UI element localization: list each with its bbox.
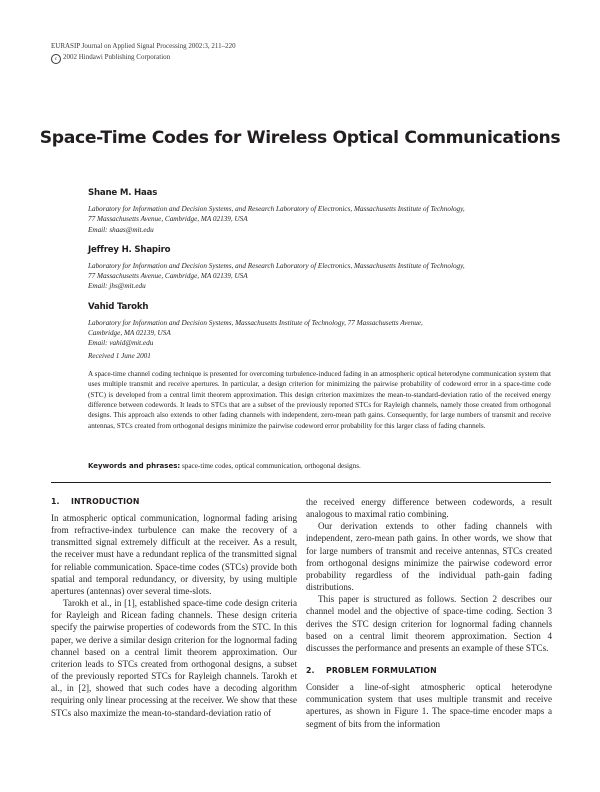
paragraph: Consider a line-of-sight atmospheric optical heterodyne communication system that uses multiple transmit and receive apertures, as shown in Figure 1. The space-time encoder maps a segment of bits from the information bbox=[306, 682, 552, 729]
keywords-label: Keywords and phrases: bbox=[88, 462, 181, 470]
journal-citation: EURASIP Journal on Applied Signal Processing 2002:3, 211–220 bbox=[51, 42, 236, 50]
copyright-line bbox=[51, 52, 236, 64]
paragraph: Our derivation extends to other fading channels with independent, zero-mean path gains. In other words, we show that for large numbers of transmit and receive antennas, STCs created from orthogonal designs minimize the pairwise codeword error probability regardless of the individual path-gain fading distributions. bbox=[306, 521, 552, 593]
author-affiliation bbox=[88, 261, 543, 292]
keywords-text: space-time codes, optical communication, orthogonal designs. bbox=[181, 462, 361, 470]
author-email: Email: vahid@mit.edu bbox=[88, 339, 154, 348]
received-date: Received 1 June 2001 bbox=[88, 352, 151, 360]
keywords bbox=[88, 462, 551, 470]
paragraph: Tarokh et al., in [1], established space-time code design criteria for Rayleigh and Ricean fading channels. These design criteria specify the pairwise properties of codewords from the STC. In this paper, we derive a similar design criterion for the lognormal fading channel based on a central limit theorem approximation. Our criterion leads to STCs created from orthogonal designs, a subset of the previously reported STCs for Rayleigh channels. Tarokh et al., in [2], showed that such codes have a decoding algorithm requiring only linear processing at the receiver. We show that these STCs also maximize the mean-to-standard-deviation ratio of bbox=[51, 598, 297, 718]
paragraph: the received energy difference between codewords, a result analogous to maximal ratio combining. bbox=[306, 497, 552, 520]
section-number: 2. bbox=[306, 666, 315, 676]
author-email: Email: jhs@mit.edu bbox=[88, 282, 146, 291]
affiliation-line: Cambridge, MA 02139, USA bbox=[88, 329, 171, 338]
author-block bbox=[88, 188, 543, 235]
copyright-icon: c bbox=[51, 54, 61, 64]
author-name: Vahid Tarokh bbox=[88, 301, 149, 312]
publisher: 2002 Hindawi Publishing Corporation bbox=[63, 52, 171, 61]
paragraph: In atmospheric optical communication, lognormal fading arising from refractive-index turbulence can make the recovery of a transmitted signal extremely difficult at the receiver. As a result, the receiver must have a redundant replica of the transmitted signal for reliable communication. Space-time codes (STCs) provide both spatial and temporal redundancy, or diversity, by using multiple apertures (antennas) over several time-slots. bbox=[51, 513, 297, 596]
affiliation-line: Laboratory for Information and Decision Systems, and Research Laboratory of Electronics, Massachusetts Institute of Technology, bbox=[88, 205, 465, 213]
section-number: 1. bbox=[51, 497, 60, 506]
affiliation-line: Laboratory for Information and Decision Systems, Massachusetts Institute of Technology, 77 Massachusetts Avenue, bbox=[88, 318, 423, 327]
author-email: Email: shaas@mit.edu bbox=[88, 225, 154, 234]
abstract: A space-time channel coding technique is presented for overcoming turbulence-induced fading in an atmospheric optical heterodyne communication system that uses multiple transmit and receive apertures. In particular, a design criterion for minimizing the pairwise probability of codeword error in a space-time code (STC) is developed from a central limit theorem approximation. This design criterion maximizes the mean-to-standard-deviation ratio of the received energy difference between codewords. It leads to STCs that are a subset of the previously reported STCs for Rayleigh channels, namely those created from orthogonal designs. This approach also extends to other fading channels with independent, zero-mean path gains. Consequently, for large numbers of transmit and receive antennas, STCs created from orthogonal designs minimize the pairwise codeword error probability for this larger class of fading channels. bbox=[88, 370, 551, 430]
section-heading-problem-formulation bbox=[306, 665, 552, 677]
author-list bbox=[88, 188, 543, 359]
left-column bbox=[51, 496, 297, 719]
author-affiliation bbox=[88, 204, 543, 235]
section-title: PROBLEM FORMULATION bbox=[326, 666, 437, 676]
affiliation-line: 77 Massachusetts Avenue, Cambridge, MA 02139, USA bbox=[88, 215, 248, 224]
author-name: Shane M. Haas bbox=[88, 188, 158, 198]
author-block bbox=[88, 302, 543, 349]
right-column bbox=[306, 496, 552, 730]
author-block bbox=[88, 245, 543, 292]
journal-header bbox=[51, 41, 236, 64]
affiliation-line: Laboratory for Information and Decision Systems, and Research Laboratory of Electronics, Massachusetts Institute of Technology, bbox=[88, 261, 465, 270]
author-name: Jeffrey H. Shapiro bbox=[88, 244, 171, 255]
paper-title: Space-Time Codes for Wireless Optical Communications bbox=[39, 128, 561, 148]
paragraph: This paper is structured as follows. Section 2 describes our channel model and the objective of space-time coding. Section 3 derives the STC design criterion for lognormal fading channels based on a central limit theorem approximation. Section 4 discusses the performance and presents an example of these STCs. bbox=[306, 594, 552, 653]
affiliation-line: 77 Massachusetts Avenue, Cambridge, MA 02139, USA bbox=[88, 272, 248, 281]
section-heading-introduction bbox=[51, 496, 297, 508]
author-affiliation bbox=[88, 318, 543, 349]
section-title: INTRODUCTION bbox=[71, 497, 140, 506]
section-divider bbox=[51, 482, 551, 483]
